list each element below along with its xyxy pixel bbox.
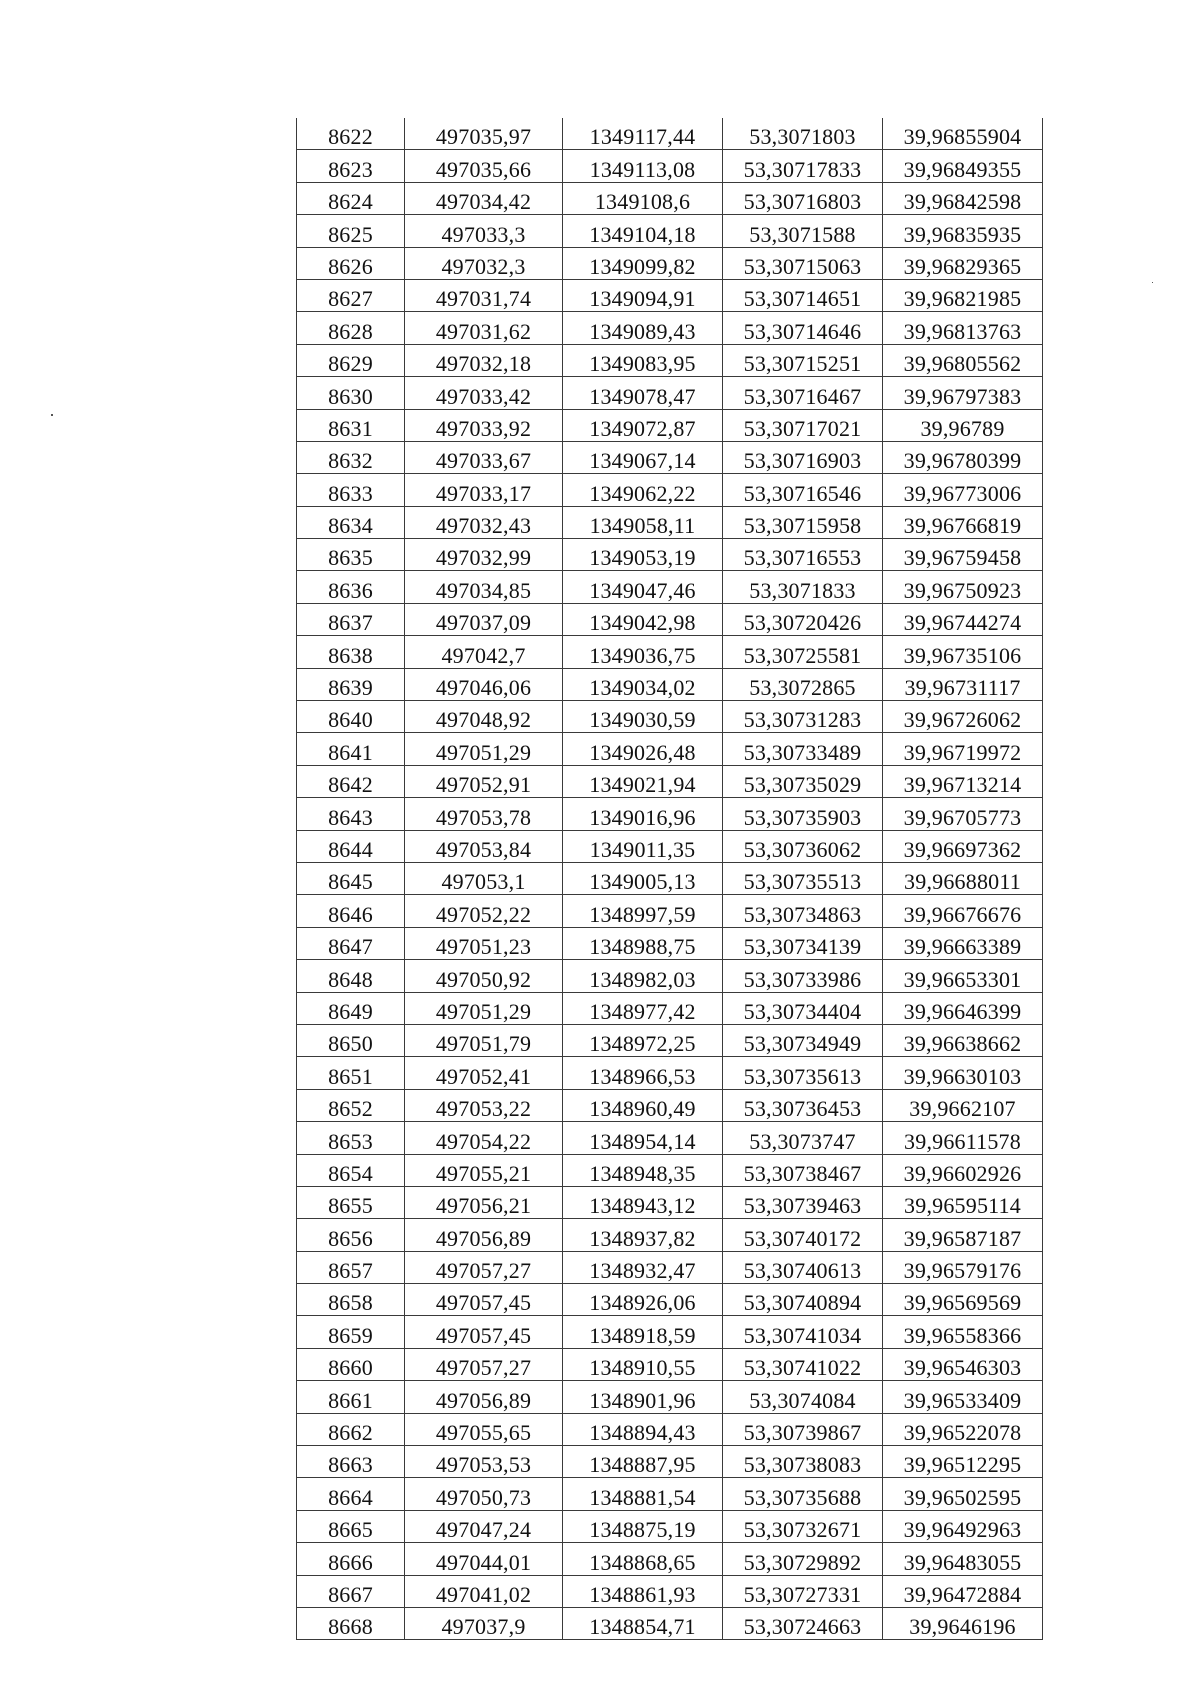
x-coordinate-cell: 497033,67 bbox=[405, 441, 563, 473]
y-coordinate-cell: 1349104,18 bbox=[563, 215, 723, 247]
longitude-cell: 39,96797383 bbox=[883, 377, 1043, 409]
latitude-cell: 53,30724663 bbox=[723, 1607, 883, 1639]
point-number-cell: 8635 bbox=[297, 539, 405, 571]
table-row bbox=[297, 1413, 1043, 1445]
longitude-cell: 39,96759458 bbox=[883, 539, 1043, 571]
x-coordinate-cell: 497051,23 bbox=[405, 927, 563, 959]
longitude-cell: 39,96558366 bbox=[883, 1316, 1043, 1348]
y-coordinate-cell: 1349117,44 bbox=[563, 118, 723, 150]
latitude-cell: 53,30735688 bbox=[723, 1478, 883, 1510]
scan-speck bbox=[51, 414, 53, 416]
longitude-cell: 39,9646196 bbox=[883, 1607, 1043, 1639]
longitude-cell: 39,96533409 bbox=[883, 1381, 1043, 1413]
x-coordinate-cell: 497050,73 bbox=[405, 1478, 563, 1510]
latitude-cell: 53,30734949 bbox=[723, 1024, 883, 1056]
table-row bbox=[297, 895, 1043, 927]
scan-speck bbox=[1152, 282, 1153, 283]
x-coordinate-cell: 497057,27 bbox=[405, 1348, 563, 1380]
longitude-cell: 39,96713214 bbox=[883, 765, 1043, 797]
point-number-cell: 8646 bbox=[297, 895, 405, 927]
longitude-cell: 39,96502595 bbox=[883, 1478, 1043, 1510]
y-coordinate-cell: 1349078,47 bbox=[563, 377, 723, 409]
longitude-cell: 39,96821985 bbox=[883, 279, 1043, 311]
latitude-cell: 53,30735903 bbox=[723, 798, 883, 830]
latitude-cell: 53,30732671 bbox=[723, 1510, 883, 1542]
table-row bbox=[297, 1510, 1043, 1542]
y-coordinate-cell: 1349034,02 bbox=[563, 668, 723, 700]
table-row bbox=[297, 927, 1043, 959]
point-number-cell: 8665 bbox=[297, 1510, 405, 1542]
x-coordinate-cell: 497034,42 bbox=[405, 182, 563, 214]
point-number-cell: 8657 bbox=[297, 1251, 405, 1283]
table-row bbox=[297, 377, 1043, 409]
y-coordinate-cell: 1349108,6 bbox=[563, 182, 723, 214]
table-row bbox=[297, 765, 1043, 797]
latitude-cell: 53,30740894 bbox=[723, 1284, 883, 1316]
table-row bbox=[297, 539, 1043, 571]
table-row bbox=[297, 798, 1043, 830]
x-coordinate-cell: 497055,65 bbox=[405, 1413, 563, 1445]
x-coordinate-cell: 497037,09 bbox=[405, 603, 563, 635]
longitude-cell: 39,96676676 bbox=[883, 895, 1043, 927]
x-coordinate-cell: 497032,18 bbox=[405, 344, 563, 376]
y-coordinate-cell: 1348894,43 bbox=[563, 1413, 723, 1445]
point-number-cell: 8637 bbox=[297, 603, 405, 635]
table-row bbox=[297, 312, 1043, 344]
point-number-cell: 8656 bbox=[297, 1219, 405, 1251]
point-number-cell: 8627 bbox=[297, 279, 405, 311]
longitude-cell: 39,96705773 bbox=[883, 798, 1043, 830]
table-row bbox=[297, 992, 1043, 1024]
point-number-cell: 8630 bbox=[297, 377, 405, 409]
point-number-cell: 8639 bbox=[297, 668, 405, 700]
latitude-cell: 53,30714646 bbox=[723, 312, 883, 344]
longitude-cell: 39,96595114 bbox=[883, 1186, 1043, 1218]
point-number-cell: 8653 bbox=[297, 1122, 405, 1154]
y-coordinate-cell: 1349058,11 bbox=[563, 506, 723, 538]
latitude-cell: 53,30715063 bbox=[723, 247, 883, 279]
y-coordinate-cell: 1349030,59 bbox=[563, 701, 723, 733]
point-number-cell: 8663 bbox=[297, 1446, 405, 1478]
y-coordinate-cell: 1348887,95 bbox=[563, 1446, 723, 1478]
longitude-cell: 39,96522078 bbox=[883, 1413, 1043, 1445]
point-number-cell: 8667 bbox=[297, 1575, 405, 1607]
x-coordinate-cell: 497056,89 bbox=[405, 1219, 563, 1251]
x-coordinate-cell: 497056,21 bbox=[405, 1186, 563, 1218]
table-row bbox=[297, 409, 1043, 441]
x-coordinate-cell: 497052,41 bbox=[405, 1057, 563, 1089]
latitude-cell: 53,30738467 bbox=[723, 1154, 883, 1186]
x-coordinate-cell: 497053,53 bbox=[405, 1446, 563, 1478]
latitude-cell: 53,30741022 bbox=[723, 1348, 883, 1380]
longitude-cell: 39,96697362 bbox=[883, 830, 1043, 862]
x-coordinate-cell: 497032,3 bbox=[405, 247, 563, 279]
y-coordinate-cell: 1348977,42 bbox=[563, 992, 723, 1024]
table-row bbox=[297, 862, 1043, 894]
longitude-cell: 39,96579176 bbox=[883, 1251, 1043, 1283]
x-coordinate-cell: 497057,27 bbox=[405, 1251, 563, 1283]
y-coordinate-cell: 1348881,54 bbox=[563, 1478, 723, 1510]
latitude-cell: 53,30731283 bbox=[723, 701, 883, 733]
x-coordinate-cell: 497033,17 bbox=[405, 474, 563, 506]
x-coordinate-cell: 497052,91 bbox=[405, 765, 563, 797]
longitude-cell: 39,96829365 bbox=[883, 247, 1043, 279]
table-row bbox=[297, 636, 1043, 668]
x-coordinate-cell: 497053,84 bbox=[405, 830, 563, 862]
latitude-cell: 53,30740172 bbox=[723, 1219, 883, 1251]
longitude-cell: 39,96646399 bbox=[883, 992, 1043, 1024]
latitude-cell: 53,30716553 bbox=[723, 539, 883, 571]
table-row bbox=[297, 1348, 1043, 1380]
y-coordinate-cell: 1349113,08 bbox=[563, 150, 723, 182]
y-coordinate-cell: 1348861,93 bbox=[563, 1575, 723, 1607]
y-coordinate-cell: 1349005,13 bbox=[563, 862, 723, 894]
point-number-cell: 8666 bbox=[297, 1543, 405, 1575]
x-coordinate-cell: 497032,43 bbox=[405, 506, 563, 538]
table-row bbox=[297, 279, 1043, 311]
point-number-cell: 8622 bbox=[297, 118, 405, 150]
longitude-cell: 39,96512295 bbox=[883, 1446, 1043, 1478]
x-coordinate-cell: 497057,45 bbox=[405, 1284, 563, 1316]
x-coordinate-cell: 497050,92 bbox=[405, 960, 563, 992]
longitude-cell: 39,96805562 bbox=[883, 344, 1043, 376]
table-row bbox=[297, 1024, 1043, 1056]
latitude-cell: 53,30716903 bbox=[723, 441, 883, 473]
point-number-cell: 8638 bbox=[297, 636, 405, 668]
longitude-cell: 39,96780399 bbox=[883, 441, 1043, 473]
table-row bbox=[297, 1284, 1043, 1316]
latitude-cell: 53,30715958 bbox=[723, 506, 883, 538]
table-row bbox=[297, 1186, 1043, 1218]
table-row bbox=[297, 733, 1043, 765]
longitude-cell: 39,96546303 bbox=[883, 1348, 1043, 1380]
point-number-cell: 8649 bbox=[297, 992, 405, 1024]
point-number-cell: 8643 bbox=[297, 798, 405, 830]
point-number-cell: 8625 bbox=[297, 215, 405, 247]
latitude-cell: 53,3072865 bbox=[723, 668, 883, 700]
latitude-cell: 53,30736062 bbox=[723, 830, 883, 862]
x-coordinate-cell: 497032,99 bbox=[405, 539, 563, 571]
longitude-cell: 39,96726062 bbox=[883, 701, 1043, 733]
x-coordinate-cell: 497041,02 bbox=[405, 1575, 563, 1607]
latitude-cell: 53,30714651 bbox=[723, 279, 883, 311]
latitude-cell: 53,3071833 bbox=[723, 571, 883, 603]
x-coordinate-cell: 497051,29 bbox=[405, 992, 563, 1024]
table-row bbox=[297, 1478, 1043, 1510]
latitude-cell: 53,30739463 bbox=[723, 1186, 883, 1218]
table-row bbox=[297, 441, 1043, 473]
x-coordinate-cell: 497053,1 bbox=[405, 862, 563, 894]
latitude-cell: 53,30716803 bbox=[723, 182, 883, 214]
y-coordinate-cell: 1348854,71 bbox=[563, 1607, 723, 1639]
point-number-cell: 8647 bbox=[297, 927, 405, 959]
latitude-cell: 53,30741034 bbox=[723, 1316, 883, 1348]
table-row bbox=[297, 603, 1043, 635]
table-row bbox=[297, 1089, 1043, 1121]
y-coordinate-cell: 1348875,19 bbox=[563, 1510, 723, 1542]
longitude-cell: 39,96855904 bbox=[883, 118, 1043, 150]
point-number-cell: 8651 bbox=[297, 1057, 405, 1089]
x-coordinate-cell: 497033,42 bbox=[405, 377, 563, 409]
point-number-cell: 8632 bbox=[297, 441, 405, 473]
x-coordinate-cell: 497031,62 bbox=[405, 312, 563, 344]
y-coordinate-cell: 1349036,75 bbox=[563, 636, 723, 668]
y-coordinate-cell: 1348948,35 bbox=[563, 1154, 723, 1186]
point-number-cell: 8658 bbox=[297, 1284, 405, 1316]
latitude-cell: 53,30717833 bbox=[723, 150, 883, 182]
table-row bbox=[297, 118, 1043, 150]
x-coordinate-cell: 497057,45 bbox=[405, 1316, 563, 1348]
y-coordinate-cell: 1349026,48 bbox=[563, 733, 723, 765]
latitude-cell: 53,30734139 bbox=[723, 927, 883, 959]
longitude-cell: 39,96472884 bbox=[883, 1575, 1043, 1607]
point-number-cell: 8661 bbox=[297, 1381, 405, 1413]
longitude-cell: 39,96835935 bbox=[883, 215, 1043, 247]
table-row bbox=[297, 1607, 1043, 1639]
point-number-cell: 8640 bbox=[297, 701, 405, 733]
x-coordinate-cell: 497055,21 bbox=[405, 1154, 563, 1186]
point-number-cell: 8664 bbox=[297, 1478, 405, 1510]
longitude-cell: 39,96744274 bbox=[883, 603, 1043, 635]
table-row bbox=[297, 668, 1043, 700]
longitude-cell: 39,96653301 bbox=[883, 960, 1043, 992]
y-coordinate-cell: 1349053,19 bbox=[563, 539, 723, 571]
x-coordinate-cell: 497035,66 bbox=[405, 150, 563, 182]
y-coordinate-cell: 1349089,43 bbox=[563, 312, 723, 344]
y-coordinate-cell: 1349042,98 bbox=[563, 603, 723, 635]
longitude-cell: 39,96483055 bbox=[883, 1543, 1043, 1575]
latitude-cell: 53,30736453 bbox=[723, 1089, 883, 1121]
x-coordinate-cell: 497042,7 bbox=[405, 636, 563, 668]
y-coordinate-cell: 1348966,53 bbox=[563, 1057, 723, 1089]
y-coordinate-cell: 1348943,12 bbox=[563, 1186, 723, 1218]
point-number-cell: 8626 bbox=[297, 247, 405, 279]
longitude-cell: 39,96602926 bbox=[883, 1154, 1043, 1186]
y-coordinate-cell: 1349011,35 bbox=[563, 830, 723, 862]
x-coordinate-cell: 497035,97 bbox=[405, 118, 563, 150]
longitude-cell: 39,96611578 bbox=[883, 1122, 1043, 1154]
x-coordinate-cell: 497031,74 bbox=[405, 279, 563, 311]
y-coordinate-cell: 1349016,96 bbox=[563, 798, 723, 830]
table-row bbox=[297, 1251, 1043, 1283]
x-coordinate-cell: 497047,24 bbox=[405, 1510, 563, 1542]
y-coordinate-cell: 1349062,22 bbox=[563, 474, 723, 506]
table-row bbox=[297, 1543, 1043, 1575]
table-row bbox=[297, 474, 1043, 506]
longitude-cell: 39,96630103 bbox=[883, 1057, 1043, 1089]
table-row bbox=[297, 1316, 1043, 1348]
table-row bbox=[297, 344, 1043, 376]
x-coordinate-cell: 497033,3 bbox=[405, 215, 563, 247]
point-number-cell: 8636 bbox=[297, 571, 405, 603]
x-coordinate-cell: 497052,22 bbox=[405, 895, 563, 927]
x-coordinate-cell: 497046,06 bbox=[405, 668, 563, 700]
latitude-cell: 53,30740613 bbox=[723, 1251, 883, 1283]
latitude-cell: 53,30735513 bbox=[723, 862, 883, 894]
point-number-cell: 8650 bbox=[297, 1024, 405, 1056]
latitude-cell: 53,30729892 bbox=[723, 1543, 883, 1575]
longitude-cell: 39,96731117 bbox=[883, 668, 1043, 700]
point-number-cell: 8641 bbox=[297, 733, 405, 765]
table-row bbox=[297, 215, 1043, 247]
point-number-cell: 8629 bbox=[297, 344, 405, 376]
y-coordinate-cell: 1348868,65 bbox=[563, 1543, 723, 1575]
y-coordinate-cell: 1349067,14 bbox=[563, 441, 723, 473]
x-coordinate-cell: 497051,29 bbox=[405, 733, 563, 765]
latitude-cell: 53,30738083 bbox=[723, 1446, 883, 1478]
table-row bbox=[297, 701, 1043, 733]
point-number-cell: 8655 bbox=[297, 1186, 405, 1218]
x-coordinate-cell: 497033,92 bbox=[405, 409, 563, 441]
table-row bbox=[297, 247, 1043, 279]
longitude-cell: 39,96735106 bbox=[883, 636, 1043, 668]
y-coordinate-cell: 1348982,03 bbox=[563, 960, 723, 992]
y-coordinate-cell: 1348937,82 bbox=[563, 1219, 723, 1251]
coordinates-table bbox=[296, 118, 1043, 1640]
point-number-cell: 8623 bbox=[297, 150, 405, 182]
longitude-cell: 39,96569569 bbox=[883, 1284, 1043, 1316]
longitude-cell: 39,96766819 bbox=[883, 506, 1043, 538]
table-row bbox=[297, 182, 1043, 214]
point-number-cell: 8631 bbox=[297, 409, 405, 441]
y-coordinate-cell: 1349021,94 bbox=[563, 765, 723, 797]
latitude-cell: 53,30720426 bbox=[723, 603, 883, 635]
table-row bbox=[297, 1219, 1043, 1251]
longitude-cell: 39,96638662 bbox=[883, 1024, 1043, 1056]
point-number-cell: 8645 bbox=[297, 862, 405, 894]
latitude-cell: 53,30733489 bbox=[723, 733, 883, 765]
longitude-cell: 39,96813763 bbox=[883, 312, 1043, 344]
x-coordinate-cell: 497044,01 bbox=[405, 1543, 563, 1575]
table-row bbox=[297, 1154, 1043, 1186]
y-coordinate-cell: 1348926,06 bbox=[563, 1284, 723, 1316]
x-coordinate-cell: 497048,92 bbox=[405, 701, 563, 733]
table-row bbox=[297, 1575, 1043, 1607]
point-number-cell: 8662 bbox=[297, 1413, 405, 1445]
y-coordinate-cell: 1349083,95 bbox=[563, 344, 723, 376]
latitude-cell: 53,30716546 bbox=[723, 474, 883, 506]
longitude-cell: 39,9662107 bbox=[883, 1089, 1043, 1121]
longitude-cell: 39,96587187 bbox=[883, 1219, 1043, 1251]
point-number-cell: 8659 bbox=[297, 1316, 405, 1348]
y-coordinate-cell: 1349099,82 bbox=[563, 247, 723, 279]
latitude-cell: 53,30716467 bbox=[723, 377, 883, 409]
longitude-cell: 39,96663389 bbox=[883, 927, 1043, 959]
point-number-cell: 8634 bbox=[297, 506, 405, 538]
point-number-cell: 8642 bbox=[297, 765, 405, 797]
point-number-cell: 8624 bbox=[297, 182, 405, 214]
y-coordinate-cell: 1349047,46 bbox=[563, 571, 723, 603]
table-row bbox=[297, 1122, 1043, 1154]
y-coordinate-cell: 1348988,75 bbox=[563, 927, 723, 959]
y-coordinate-cell: 1349072,87 bbox=[563, 409, 723, 441]
y-coordinate-cell: 1348910,55 bbox=[563, 1348, 723, 1380]
latitude-cell: 53,3073747 bbox=[723, 1122, 883, 1154]
point-number-cell: 8633 bbox=[297, 474, 405, 506]
latitude-cell: 53,30727331 bbox=[723, 1575, 883, 1607]
y-coordinate-cell: 1348932,47 bbox=[563, 1251, 723, 1283]
point-number-cell: 8652 bbox=[297, 1089, 405, 1121]
longitude-cell: 39,96688011 bbox=[883, 862, 1043, 894]
longitude-cell: 39,96719972 bbox=[883, 733, 1043, 765]
x-coordinate-cell: 497037,9 bbox=[405, 1607, 563, 1639]
x-coordinate-cell: 497053,78 bbox=[405, 798, 563, 830]
longitude-cell: 39,96842598 bbox=[883, 182, 1043, 214]
x-coordinate-cell: 497056,89 bbox=[405, 1381, 563, 1413]
coordinates-table-body bbox=[297, 118, 1043, 1640]
latitude-cell: 53,30739867 bbox=[723, 1413, 883, 1445]
y-coordinate-cell: 1348918,59 bbox=[563, 1316, 723, 1348]
y-coordinate-cell: 1348972,25 bbox=[563, 1024, 723, 1056]
latitude-cell: 53,30735029 bbox=[723, 765, 883, 797]
longitude-cell: 39,96773006 bbox=[883, 474, 1043, 506]
x-coordinate-cell: 497051,79 bbox=[405, 1024, 563, 1056]
latitude-cell: 53,3074084 bbox=[723, 1381, 883, 1413]
table-row bbox=[297, 1381, 1043, 1413]
x-coordinate-cell: 497053,22 bbox=[405, 1089, 563, 1121]
longitude-cell: 39,96492963 bbox=[883, 1510, 1043, 1542]
point-number-cell: 8648 bbox=[297, 960, 405, 992]
y-coordinate-cell: 1348954,14 bbox=[563, 1122, 723, 1154]
point-number-cell: 8644 bbox=[297, 830, 405, 862]
longitude-cell: 39,96849355 bbox=[883, 150, 1043, 182]
x-coordinate-cell: 497054,22 bbox=[405, 1122, 563, 1154]
y-coordinate-cell: 1348901,96 bbox=[563, 1381, 723, 1413]
point-number-cell: 8660 bbox=[297, 1348, 405, 1380]
y-coordinate-cell: 1349094,91 bbox=[563, 279, 723, 311]
y-coordinate-cell: 1348997,59 bbox=[563, 895, 723, 927]
table-row bbox=[297, 571, 1043, 603]
table-row bbox=[297, 1446, 1043, 1478]
latitude-cell: 53,30715251 bbox=[723, 344, 883, 376]
point-number-cell: 8628 bbox=[297, 312, 405, 344]
latitude-cell: 53,30733986 bbox=[723, 960, 883, 992]
table-row bbox=[297, 506, 1043, 538]
latitude-cell: 53,30734863 bbox=[723, 895, 883, 927]
longitude-cell: 39,96750923 bbox=[883, 571, 1043, 603]
latitude-cell: 53,3071803 bbox=[723, 118, 883, 150]
table-row bbox=[297, 150, 1043, 182]
table-row bbox=[297, 1057, 1043, 1089]
table-row bbox=[297, 960, 1043, 992]
table-row bbox=[297, 830, 1043, 862]
latitude-cell: 53,30734404 bbox=[723, 992, 883, 1024]
x-coordinate-cell: 497034,85 bbox=[405, 571, 563, 603]
latitude-cell: 53,30725581 bbox=[723, 636, 883, 668]
latitude-cell: 53,3071588 bbox=[723, 215, 883, 247]
latitude-cell: 53,30717021 bbox=[723, 409, 883, 441]
point-number-cell: 8668 bbox=[297, 1607, 405, 1639]
longitude-cell: 39,96789 bbox=[883, 409, 1043, 441]
latitude-cell: 53,30735613 bbox=[723, 1057, 883, 1089]
point-number-cell: 8654 bbox=[297, 1154, 405, 1186]
y-coordinate-cell: 1348960,49 bbox=[563, 1089, 723, 1121]
